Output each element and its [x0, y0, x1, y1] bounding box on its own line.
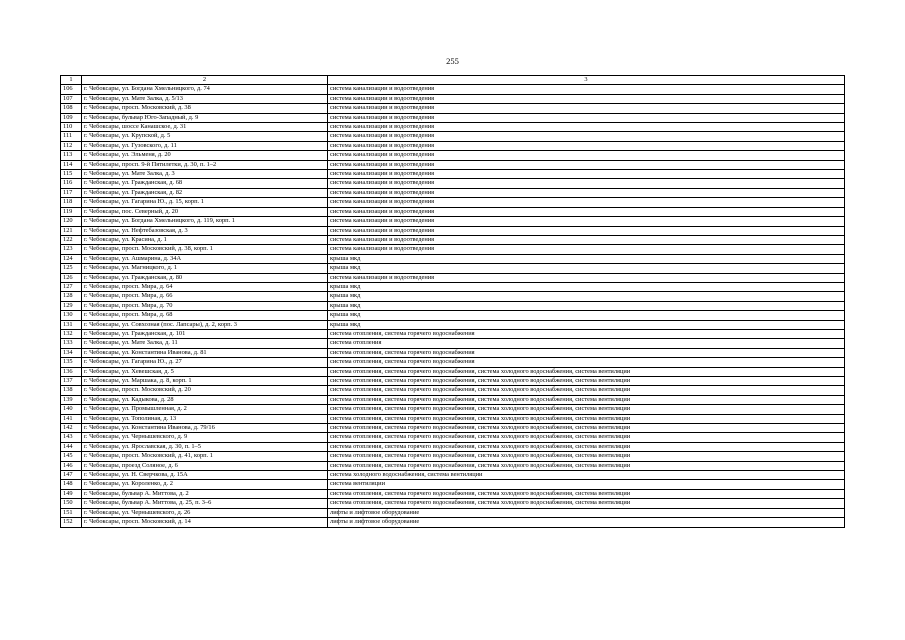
column-header-number: 1 — [61, 76, 82, 85]
row-number-cell: 146 — [61, 461, 82, 470]
works-cell: система отопления, система горячего водоснабжения — [328, 329, 845, 338]
table-row — [61, 179, 845, 188]
table-row — [61, 160, 845, 169]
works-cell: система канализации и водоотведения — [328, 151, 845, 160]
works-cell: система канализации и водоотведения — [328, 141, 845, 150]
table-row — [61, 405, 845, 414]
address-cell: г. Чебоксары, ул. Короленко, д. 2 — [82, 480, 328, 489]
address-cell: г. Чебоксары, просп. Московский, д. 41, корп. 1 — [82, 452, 328, 461]
address-cell: г. Чебоксары, ул. Мате Залка, д. 3 — [82, 170, 328, 179]
works-cell: система канализации и водоотведения — [328, 94, 845, 103]
row-number-cell: 136 — [61, 367, 82, 376]
address-cell: г. Чебоксары, ул. Гражданская, д. 80 — [82, 273, 328, 282]
works-cell: крыша мкд — [328, 254, 845, 263]
row-number-cell: 134 — [61, 348, 82, 357]
row-number-cell: 117 — [61, 188, 82, 197]
row-number-cell: 131 — [61, 320, 82, 329]
address-cell: г. Чебоксары, ул. Гузовского, д. 11 — [82, 141, 328, 150]
row-number-cell: 126 — [61, 273, 82, 282]
works-cell: крыша мкд — [328, 311, 845, 320]
address-cell: г. Чебоксары, просп. Мира, д. 66 — [82, 292, 328, 301]
address-cell: г. Чебоксары, ул. Маршака, д. 8, корп. 1 — [82, 377, 328, 386]
works-cell: система канализации и водоотведения — [328, 217, 845, 226]
row-number-cell: 115 — [61, 170, 82, 179]
row-number-cell: 111 — [61, 132, 82, 141]
works-cell: система канализации и водоотведения — [328, 226, 845, 235]
table-row — [61, 367, 845, 376]
row-number-cell: 120 — [61, 217, 82, 226]
works-cell: система канализации и водоотведения — [328, 245, 845, 254]
address-cell: г. Чебоксары, просп. Московский, д. 14 — [82, 518, 328, 527]
table-row — [61, 329, 845, 338]
row-number-cell: 149 — [61, 489, 82, 498]
address-cell: г. Чебоксары, ул. Гражданская, д. 101 — [82, 329, 328, 338]
address-cell: г. Чебоксары, ул. Промышленная, д. 2 — [82, 405, 328, 414]
works-cell: крыша мкд — [328, 282, 845, 291]
works-cell: система отопления, система горячего водоснабжения, система холодного водоснабжения, система вентиляции — [328, 395, 845, 404]
address-cell: г. Чебоксары, просп. Московский, д. 20 — [82, 386, 328, 395]
table-row — [61, 377, 845, 386]
works-cell: система отопления, система горячего водоснабжения — [328, 358, 845, 367]
table-row — [61, 442, 845, 451]
address-cell: г. Чебоксары, бульвар А. Миттова, д. 2 — [82, 489, 328, 498]
table-row — [61, 301, 845, 310]
works-cell: система канализации и водоотведения — [328, 170, 845, 179]
works-cell: система отопления, система горячего водоснабжения, система холодного водоснабжения, система вентиляции — [328, 424, 845, 433]
works-cell: система отопления, система горячего водоснабжения, система холодного водоснабжения, система вентиляции — [328, 461, 845, 470]
table-row — [61, 489, 845, 498]
table-row — [61, 217, 845, 226]
address-cell: г. Чебоксары, ул. Эльменя, д. 20 — [82, 151, 328, 160]
works-cell: система канализации и водоотведения — [328, 160, 845, 169]
row-number-cell: 110 — [61, 123, 82, 132]
works-cell: крыша мкд — [328, 301, 845, 310]
row-number-cell: 139 — [61, 395, 82, 404]
row-number-cell: 152 — [61, 518, 82, 527]
works-cell: система канализации и водоотведения — [328, 179, 845, 188]
table-row — [61, 320, 845, 329]
table-row — [61, 207, 845, 216]
row-number-cell: 122 — [61, 235, 82, 244]
row-number-cell: 106 — [61, 85, 82, 94]
works-cell: система канализации и водоотведения — [328, 85, 845, 94]
row-number-cell: 114 — [61, 160, 82, 169]
table-row — [61, 386, 845, 395]
table-row — [61, 226, 845, 235]
table-row — [61, 264, 845, 273]
address-cell: г. Чебоксары, ул. Нефтебазовская, д. 3 — [82, 226, 328, 235]
address-cell: г. Чебоксары, ул. Ярославская, д. 30, п. 1–5 — [82, 442, 328, 451]
register-table — [60, 75, 845, 528]
row-number-cell: 119 — [61, 207, 82, 216]
address-cell: г. Чебоксары, ул. Гражданская, д. 82 — [82, 188, 328, 197]
row-number-cell: 142 — [61, 424, 82, 433]
address-cell: г. Чебоксары, ул. Константина Иванова, д. 79/16 — [82, 424, 328, 433]
works-cell: система отопления, система горячего водоснабжения, система холодного водоснабжения, система вентиляции — [328, 405, 845, 414]
works-cell: лифты и лифтовое оборудование — [328, 518, 845, 527]
row-number-cell: 138 — [61, 386, 82, 395]
address-cell: г. Чебоксары, ул. Богдана Хмельницкого, д. 74 — [82, 85, 328, 94]
row-number-cell: 109 — [61, 113, 82, 122]
address-cell: г. Чебоксары, ул. Мате Залка, д. 11 — [82, 339, 328, 348]
row-number-cell: 113 — [61, 151, 82, 160]
table-row — [61, 358, 845, 367]
table-row — [61, 282, 845, 291]
row-number-cell: 151 — [61, 508, 82, 517]
address-cell: г. Чебоксары, ул. Гагарина Ю., д. 27 — [82, 358, 328, 367]
table-row — [61, 113, 845, 122]
row-number-cell: 130 — [61, 311, 82, 320]
row-number-cell: 148 — [61, 480, 82, 489]
table-row — [61, 499, 845, 508]
table-row — [61, 348, 845, 357]
table-row — [61, 104, 845, 113]
works-cell: крыша мкд — [328, 292, 845, 301]
table-header-row — [61, 76, 845, 85]
works-cell: система канализации и водоотведения — [328, 235, 845, 244]
works-cell: лифты и лифтовое оборудование — [328, 508, 845, 517]
table-row — [61, 433, 845, 442]
address-cell: г. Чебоксары, пос. Северный, д. 20 — [82, 207, 328, 216]
row-number-cell: 129 — [61, 301, 82, 310]
works-cell: система отопления, система горячего водоснабжения, система холодного водоснабжения, система вентиляции — [328, 433, 845, 442]
row-number-cell: 141 — [61, 414, 82, 423]
address-cell: г. Чебоксары, ул. Магницкого, д. 1 — [82, 264, 328, 273]
column-header-address: 2 — [82, 76, 328, 85]
works-cell: система канализации и водоотведения — [328, 188, 845, 197]
table-row — [61, 245, 845, 254]
works-cell: система отопления, система горячего водоснабжения, система холодного водоснабжения, система вентиляции — [328, 452, 845, 461]
row-number-cell: 150 — [61, 499, 82, 508]
address-cell: г. Чебоксары, шоссе Канашское, д. 31 — [82, 123, 328, 132]
address-cell: г. Чебоксары, ул. Хевешская, д. 5 — [82, 367, 328, 376]
row-number-cell: 112 — [61, 141, 82, 150]
table-row — [61, 508, 845, 517]
address-cell: г. Чебоксары, ул. Тополиная, д. 13 — [82, 414, 328, 423]
address-cell: г. Чебоксары, ул. Константина Иванова, д. 81 — [82, 348, 328, 357]
address-cell: г. Чебоксары, ул. Красина, д. 1 — [82, 235, 328, 244]
works-cell: система отопления, система горячего водоснабжения, система холодного водоснабжения, система вентиляции — [328, 414, 845, 423]
table-row — [61, 94, 845, 103]
table-row — [61, 461, 845, 470]
address-cell: г. Чебоксары, ул. Чернышевского, д. 26 — [82, 508, 328, 517]
works-cell: система отопления, система горячего водоснабжения — [328, 348, 845, 357]
works-cell: система холодного водоснабжения, система вентиляции — [328, 471, 845, 480]
row-number-cell: 133 — [61, 339, 82, 348]
table-row — [61, 414, 845, 423]
address-cell: г. Чебоксары, бульвар Юго-Западный, д. 9 — [82, 113, 328, 122]
row-number-cell: 145 — [61, 452, 82, 461]
row-number-cell: 108 — [61, 104, 82, 113]
works-cell: система канализации и водоотведения — [328, 207, 845, 216]
table-row — [61, 235, 845, 244]
table-row — [61, 292, 845, 301]
address-cell: г. Чебоксары, бульвар А. Миттова, д. 25, п. 3–6 — [82, 499, 328, 508]
address-cell: г. Чебоксары, ул. Крупской, д. 5 — [82, 132, 328, 141]
address-cell: г. Чебоксары, ул. Гражданская, д. 68 — [82, 179, 328, 188]
address-cell: г. Чебоксары, просп. 9-й Пятилетки, д. 30, п. 1–2 — [82, 160, 328, 169]
page-number: 255 — [446, 56, 459, 66]
row-number-cell: 144 — [61, 442, 82, 451]
works-cell: система канализации и водоотведения — [328, 104, 845, 113]
works-cell: система канализации и водоотведения — [328, 132, 845, 141]
row-number-cell: 107 — [61, 94, 82, 103]
address-cell: г. Чебоксары, ул. Гагарина Ю., д. 15, корп. 1 — [82, 198, 328, 207]
address-cell: г. Чебоксары, просп. Московский, д. 38, корп. 1 — [82, 245, 328, 254]
table-row — [61, 170, 845, 179]
address-cell: г. Чебоксары, ул. Мате Залка, д. 5/13 — [82, 94, 328, 103]
address-cell: г. Чебоксары, просп. Мира, д. 70 — [82, 301, 328, 310]
row-number-cell: 123 — [61, 245, 82, 254]
address-cell: г. Чебоксары, просп. Мира, д. 68 — [82, 311, 328, 320]
row-number-cell: 147 — [61, 471, 82, 480]
table-row — [61, 85, 845, 94]
table-row — [61, 395, 845, 404]
table-row — [61, 132, 845, 141]
works-cell: крыша мкд — [328, 320, 845, 329]
row-number-cell: 140 — [61, 405, 82, 414]
works-cell: система отопления, система горячего водоснабжения, система холодного водоснабжения, система вентиляции — [328, 489, 845, 498]
row-number-cell: 125 — [61, 264, 82, 273]
works-cell: система отопления, система горячего водоснабжения, система холодного водоснабжения, система вентиляции — [328, 367, 845, 376]
works-cell: система отопления — [328, 339, 845, 348]
table-row — [61, 254, 845, 263]
address-cell: г. Чебоксары, ул. Богдана Хмельницкого, д. 119, корп. 1 — [82, 217, 328, 226]
address-cell: г. Чебоксары, ул. Н. Сверчкова, д. 15А — [82, 471, 328, 480]
works-cell: система канализации и водоотведения — [328, 113, 845, 122]
address-cell: г. Чебоксары, просп. Мира, д. 64 — [82, 282, 328, 291]
works-cell: система канализации и водоотведения — [328, 198, 845, 207]
row-number-cell: 127 — [61, 282, 82, 291]
row-number-cell: 116 — [61, 179, 82, 188]
row-number-cell: 128 — [61, 292, 82, 301]
table-row — [61, 141, 845, 150]
address-cell: г. Чебоксары, просп. Московский, д. 38 — [82, 104, 328, 113]
table-row — [61, 480, 845, 489]
table-row — [61, 151, 845, 160]
table-row — [61, 198, 845, 207]
row-number-cell: 132 — [61, 329, 82, 338]
works-cell: система отопления, система горячего водоснабжения, система холодного водоснабжения, система вентиляции — [328, 386, 845, 395]
row-number-cell: 143 — [61, 433, 82, 442]
column-header-works: 3 — [328, 76, 845, 85]
address-cell: г. Чебоксары, ул. Кадыкова, д. 28 — [82, 395, 328, 404]
works-cell: система отопления, система горячего водоснабжения, система холодного водоснабжения, система вентиляции — [328, 442, 845, 451]
row-number-cell: 135 — [61, 358, 82, 367]
works-cell: система канализации и водоотведения — [328, 123, 845, 132]
row-number-cell: 118 — [61, 198, 82, 207]
address-cell: г. Чебоксары, ул. Ашмарина, д. 34А — [82, 254, 328, 263]
row-number-cell: 121 — [61, 226, 82, 235]
address-cell: г. Чебоксары, ул. Чернышевского, д. 9 — [82, 433, 328, 442]
table-row — [61, 518, 845, 527]
works-cell: система вентиляции — [328, 480, 845, 489]
table-row — [61, 471, 845, 480]
table-body — [61, 76, 845, 528]
table-row — [61, 311, 845, 320]
works-cell: система отопления, система горячего водоснабжения, система холодного водоснабжения, система вентиляции — [328, 377, 845, 386]
address-cell: г. Чебоксары, проезд Соляное, д. 6 — [82, 461, 328, 470]
works-cell: крыша мкд — [328, 264, 845, 273]
table-row — [61, 188, 845, 197]
row-number-cell: 124 — [61, 254, 82, 263]
table-row — [61, 273, 845, 282]
table-row — [61, 424, 845, 433]
address-cell: г. Чебоксары, ул. Совхозная (пос. Лапсары), д. 2, корп. 3 — [82, 320, 328, 329]
table-row — [61, 123, 845, 132]
works-cell: система отопления, система горячего водоснабжения, система холодного водоснабжения, система вентиляции — [328, 499, 845, 508]
table-row — [61, 339, 845, 348]
row-number-cell: 137 — [61, 377, 82, 386]
works-cell: система канализации и водоотведения — [328, 273, 845, 282]
table-row — [61, 452, 845, 461]
